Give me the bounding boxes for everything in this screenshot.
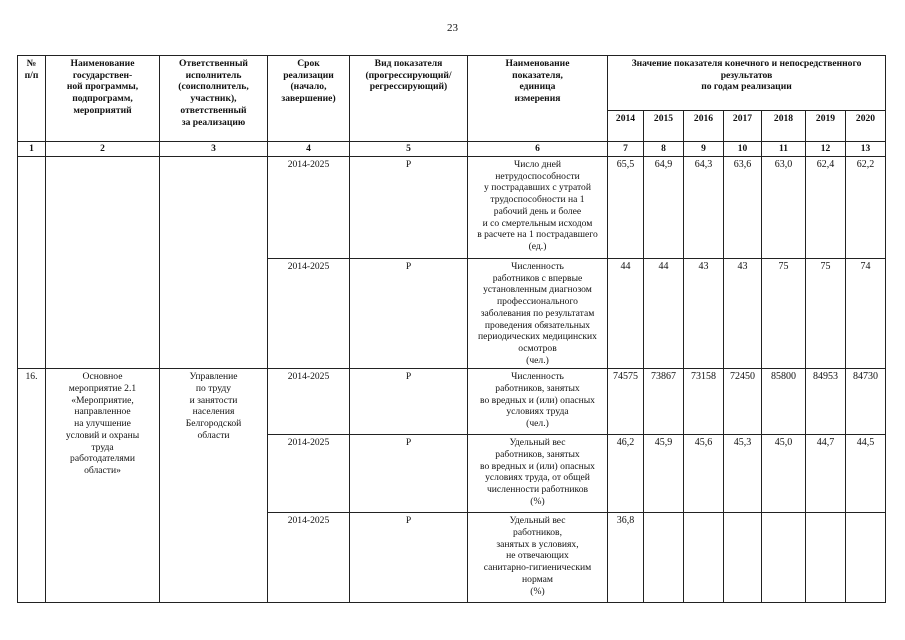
measure-executor: Управление по труду и занятости населения Белгородской области	[160, 369, 268, 603]
column-number: 13	[846, 142, 886, 157]
period-cell: 2014-2025	[268, 157, 350, 259]
column-number: 12	[806, 142, 846, 157]
column-number: 3	[160, 142, 268, 157]
value-cell: 84953	[806, 369, 846, 435]
indicators-table	[17, 55, 886, 603]
empty-cell	[18, 157, 46, 369]
header-year: 2019	[806, 111, 846, 142]
column-number: 10	[724, 142, 762, 157]
column-number: 7	[608, 142, 644, 157]
value-cell: 65,5	[608, 157, 644, 259]
column-number: 1	[18, 142, 46, 157]
column-number: 4	[268, 142, 350, 157]
value-cell: 62,4	[806, 157, 846, 259]
empty-cell	[46, 157, 160, 369]
value-cell: 63,6	[724, 157, 762, 259]
value-cell: 75	[762, 259, 806, 369]
indicator-cell: Численность работников, занятых во вредных и (или) опасных условиях труда (чел.)	[468, 369, 608, 435]
value-cell: 75	[806, 259, 846, 369]
header-year: 2018	[762, 111, 806, 142]
indicator-cell: Число дней нетрудоспособности у пострадавших с утратой трудоспособности на 1 рабочий день и более и со смертельным исходом в расчете на 1 пострадавшего (ед.)	[468, 157, 608, 259]
header-number: № п/п	[18, 56, 46, 142]
page-number: 23	[447, 22, 458, 34]
period-cell: 2014-2025	[268, 435, 350, 513]
column-numbers-row	[18, 142, 886, 157]
value-cell: 85800	[762, 369, 806, 435]
header-period: Срок реализации (начало, завершение)	[268, 56, 350, 142]
value-cell: 74575	[608, 369, 644, 435]
value-cell: 36,8	[608, 513, 644, 603]
column-number: 9	[684, 142, 724, 157]
value-cell: 73867	[644, 369, 684, 435]
header-program-name: Наименование государствен- ной программы, подпрограмм, мероприятий	[46, 56, 160, 142]
value-cell: 43	[684, 259, 724, 369]
value-cell: 64,3	[684, 157, 724, 259]
type-cell: Р	[350, 369, 468, 435]
column-number: 8	[644, 142, 684, 157]
type-cell: Р	[350, 259, 468, 369]
header-values-title: Значение показателя конечного и непосредственного результатов по годам реализации	[608, 56, 886, 111]
type-cell: Р	[350, 513, 468, 603]
header-year: 2015	[644, 111, 684, 142]
value-cell	[644, 513, 684, 603]
value-cell	[684, 513, 724, 603]
column-number: 2	[46, 142, 160, 157]
value-cell: 45,0	[762, 435, 806, 513]
column-number: 6	[468, 142, 608, 157]
header-year: 2016	[684, 111, 724, 142]
value-cell: 72450	[724, 369, 762, 435]
value-cell: 84730	[846, 369, 886, 435]
value-cell: 44	[608, 259, 644, 369]
value-cell: 73158	[684, 369, 724, 435]
period-cell: 2014-2025	[268, 513, 350, 603]
value-cell	[762, 513, 806, 603]
value-cell	[724, 513, 762, 603]
value-cell: 64,9	[644, 157, 684, 259]
value-cell: 46,2	[608, 435, 644, 513]
header-indicator-name: Наименование показателя, единица измерения	[468, 56, 608, 142]
header-year: 2014	[608, 111, 644, 142]
value-cell: 62,2	[846, 157, 886, 259]
value-cell: 43	[724, 259, 762, 369]
indicator-cell: Численность работников с впервые установленным диагнозом профессионального заболевания по результатам проведения обязательных периодических медицинских осмотров (чел.)	[468, 259, 608, 369]
indicator-cell: Удельный вес работников, занятых во вредных и (или) опасных условиях труда, от общей численности работников (%)	[468, 435, 608, 513]
header-indicator-type: Вид показателя (прогрессирующий/ регрессирующий)	[350, 56, 468, 142]
value-cell: 44,5	[846, 435, 886, 513]
value-cell: 63,0	[762, 157, 806, 259]
measure-name: Основное мероприятие 2.1 «Мероприятие, направленное на улучшение условий и охраны труда работодателями области»	[46, 369, 160, 603]
indicator-cell: Удельный вес работников, занятых в условиях, не отвечающих санитарно-гигиеническим нормам (%)	[468, 513, 608, 603]
header-year: 2020	[846, 111, 886, 142]
header-year: 2017	[724, 111, 762, 142]
table-row	[18, 369, 886, 435]
value-cell: 74	[846, 259, 886, 369]
type-cell: Р	[350, 157, 468, 259]
value-cell: 45,9	[644, 435, 684, 513]
value-cell: 45,6	[684, 435, 724, 513]
empty-cell	[160, 157, 268, 369]
column-number: 5	[350, 142, 468, 157]
value-cell: 44	[644, 259, 684, 369]
period-cell: 2014-2025	[268, 259, 350, 369]
value-cell: 44,7	[806, 435, 846, 513]
type-cell: Р	[350, 435, 468, 513]
period-cell: 2014-2025	[268, 369, 350, 435]
measure-number: 16.	[18, 369, 46, 603]
table-row	[18, 157, 886, 259]
column-number: 11	[762, 142, 806, 157]
value-cell	[806, 513, 846, 603]
value-cell: 45,3	[724, 435, 762, 513]
header-executor: Ответственный исполнитель (соисполнитель, участник), ответственный за реализацию	[160, 56, 268, 142]
value-cell	[846, 513, 886, 603]
